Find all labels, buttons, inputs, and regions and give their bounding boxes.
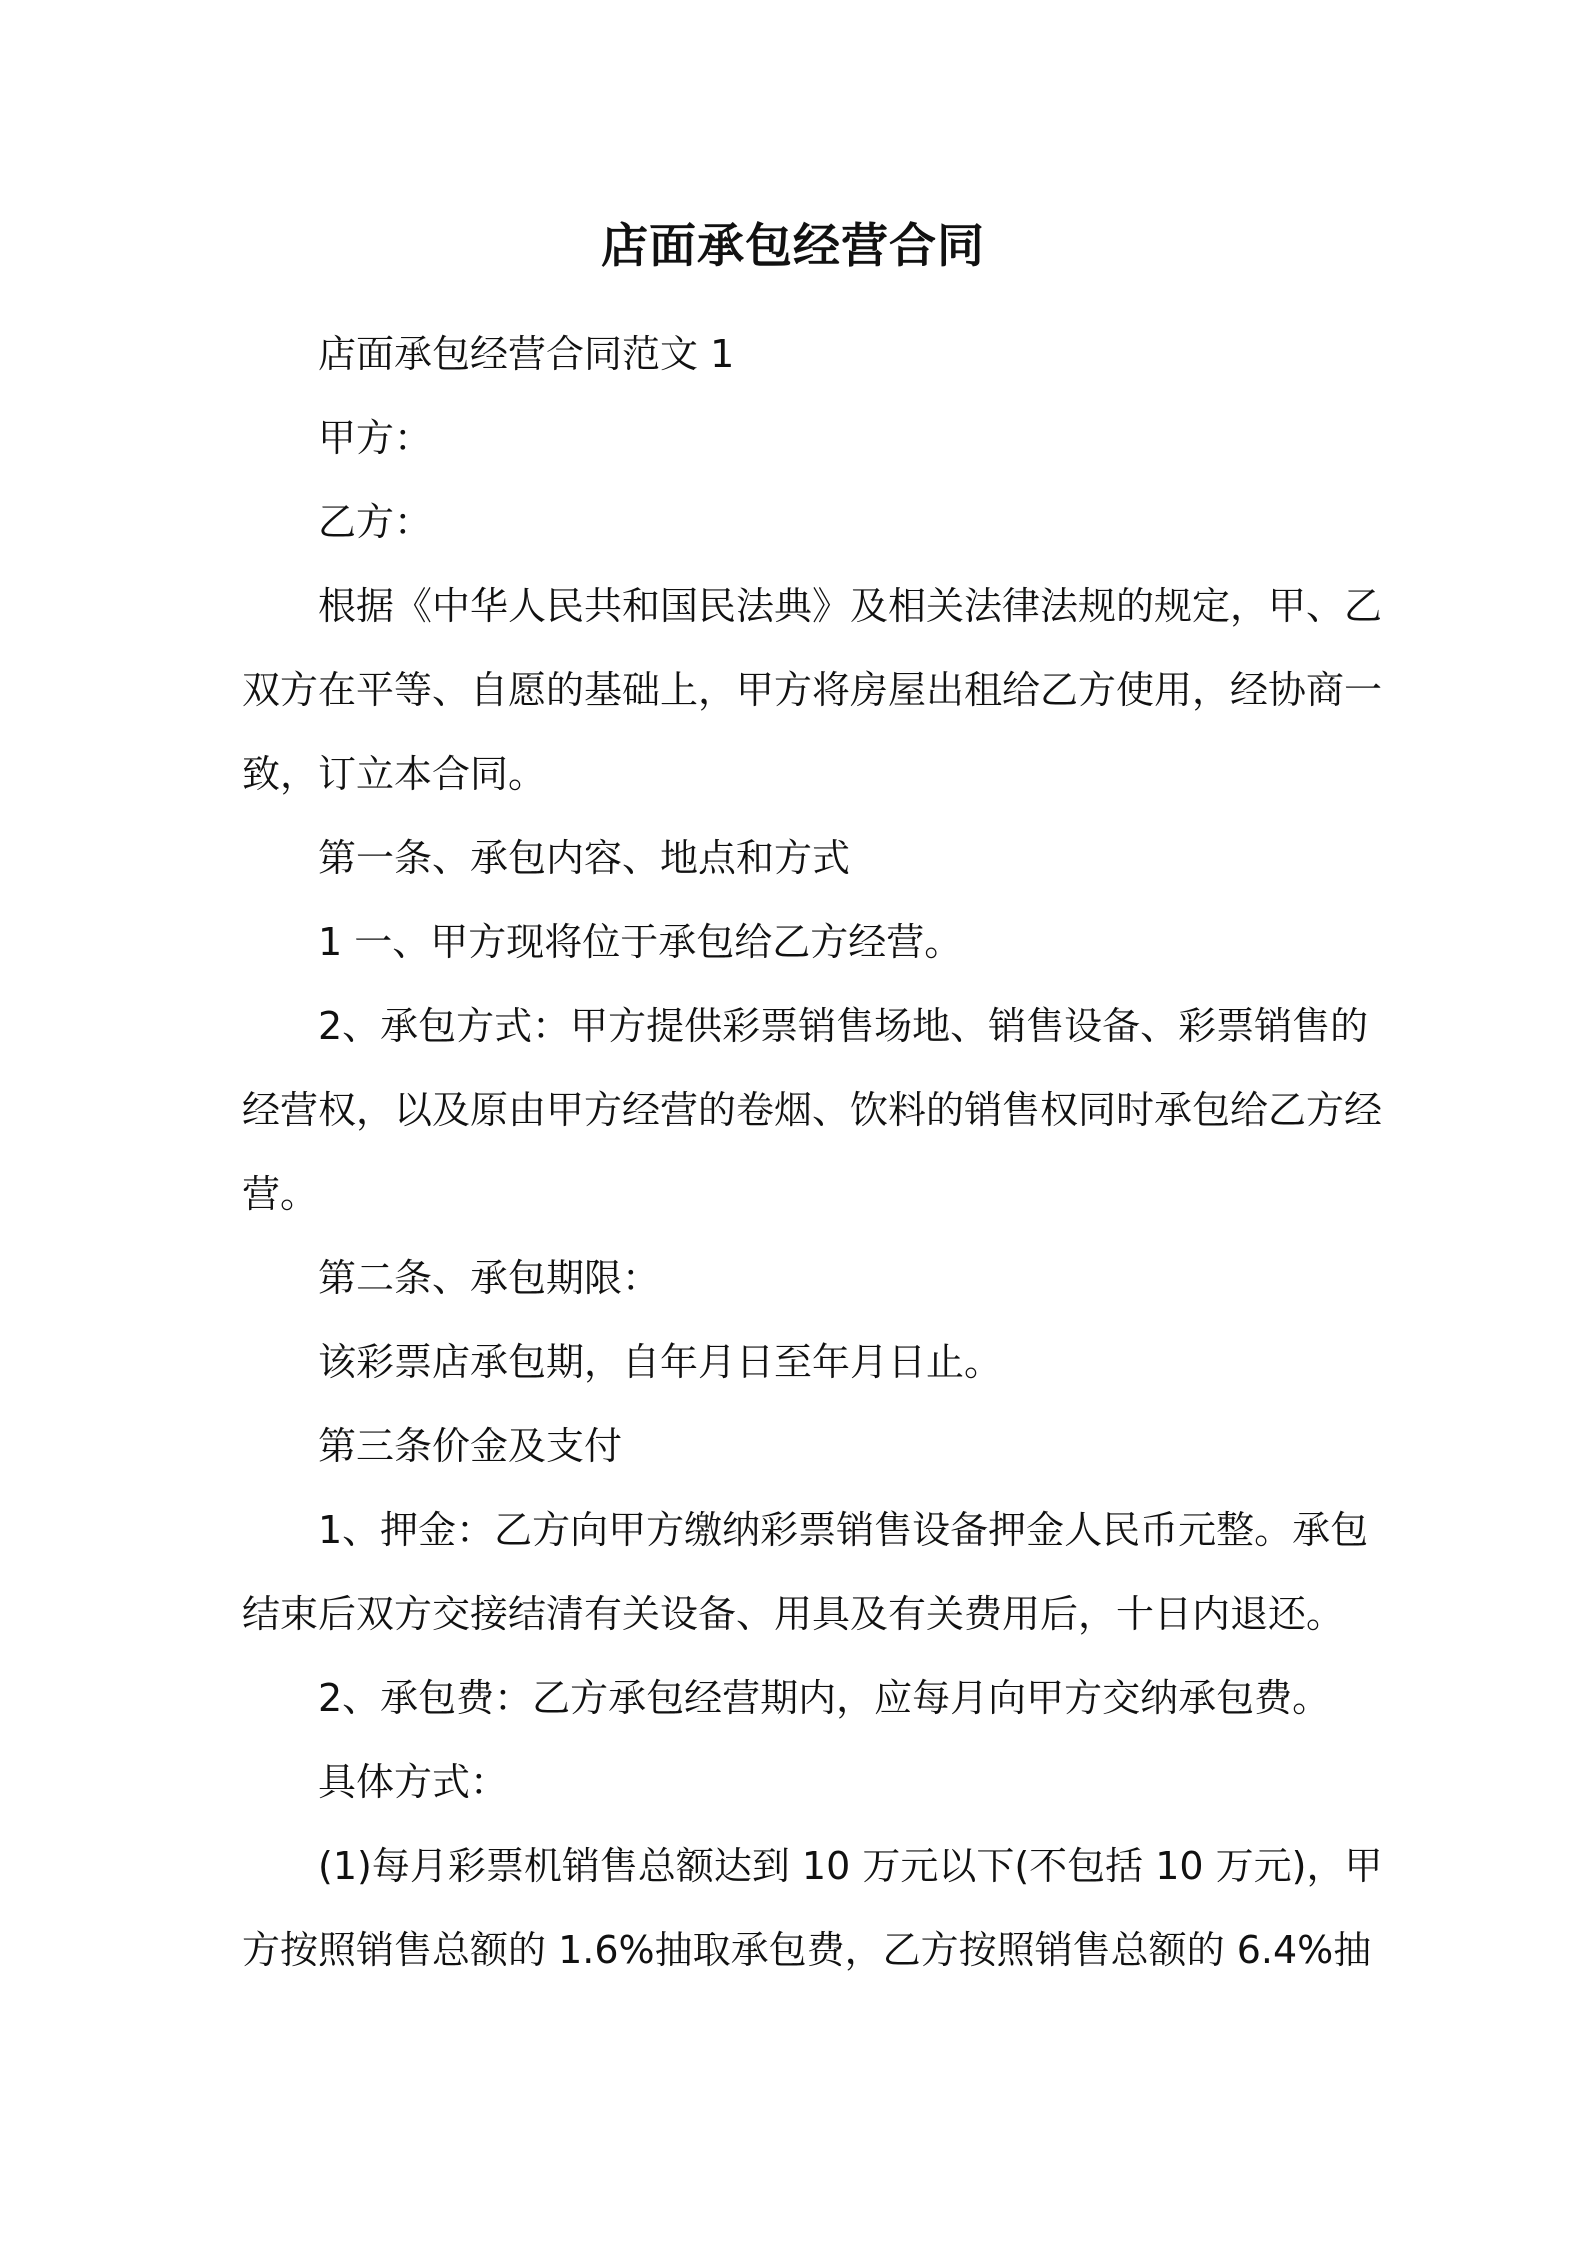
paragraph-line: 根据《中华人民共和国民法典》及相关法律法规的规定，甲、乙 [318, 584, 1383, 628]
paragraph-line: 双方在平等、自愿的基础上，甲方将房屋出租给乙方使用，经协商一 [242, 668, 1383, 712]
paragraph-line: 1 一、甲方现将位于承包给乙方经营。 [318, 920, 963, 964]
paragraph-line: 结束后双方交接结清有关设备、用具及有关费用后，十日内退还。 [242, 1592, 1345, 1636]
article-heading: 第三条价金及支付 [318, 1424, 623, 1468]
article-heading: 第二条、承包期限： [318, 1256, 661, 1300]
paragraph-line: 经营权，以及原由甲方经营的卷烟、饮料的销售权同时承包给乙方经 [242, 1088, 1383, 1132]
paragraph-line: 2、承包费：乙方承包经营期内，应每月向甲方交纳承包费。 [318, 1676, 1331, 1720]
article-heading: 第一条、承包内容、地点和方式 [318, 836, 851, 880]
paragraph-line: 致，订立本合同。 [242, 752, 547, 796]
party-a-line: 甲方： [318, 416, 433, 460]
paragraph-line: 具体方式： [318, 1760, 509, 1804]
paragraph-line: (1)每月彩票机销售总额达到 10 万元以下(不包括 10 万元)，甲 [318, 1844, 1383, 1888]
paragraph-line: 营。 [242, 1172, 319, 1216]
paragraph-line: 方按照销售总额的 1.6%抽取承包费，乙方按照销售总额的 6.4%抽 [242, 1928, 1372, 1972]
document-title: 店面承包经营合同 [601, 219, 985, 274]
paragraph-line: 2、承包方式：甲方提供彩票销售场地、销售设备、彩票销售的 [318, 1004, 1369, 1048]
subtitle-line: 店面承包经营合同范文 1 [318, 332, 735, 376]
paragraph-line: 1、押金：乙方向甲方缴纳彩票销售设备押金人民币元整。承包 [318, 1508, 1369, 1552]
paragraph-line: 该彩票店承包期，自年月日至年月日止。 [318, 1340, 1003, 1384]
party-b-line: 乙方： [318, 500, 433, 544]
